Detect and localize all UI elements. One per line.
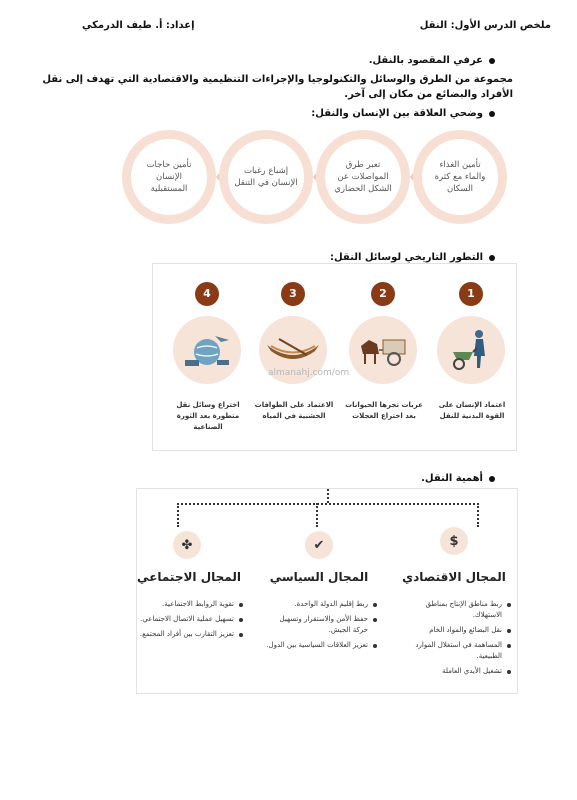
- chain-node-food-water: [413, 130, 507, 224]
- question-define-transport: [369, 55, 495, 66]
- chain-node-future-needs: [122, 130, 216, 224]
- list-item: المساهمة في استغلال الموارد الطبيعية.: [399, 640, 511, 662]
- history-stage-4: [167, 264, 249, 450]
- chain-text: تأمين حاجات الإنسان المستقبلية: [131, 139, 207, 215]
- connector-drop: [316, 503, 318, 527]
- chain-text: تأمين الغذاء والماء مع كثرة السكان: [422, 139, 498, 215]
- history-stage-3: [253, 264, 335, 450]
- stage-number: 2: [371, 282, 395, 306]
- list-item: حفظ الأمن والاستقرار وتسهيل حركة الجيش.: [265, 614, 377, 636]
- connector-line: [177, 503, 479, 505]
- chain-text: إشباع رغبات الإنسان في التنقل: [228, 139, 304, 215]
- field-list-political: [265, 599, 377, 655]
- stage-number: 1: [459, 282, 483, 306]
- field-list-social: [131, 599, 243, 644]
- field-list-economic: [399, 599, 511, 681]
- globe-transport-icon: [173, 316, 241, 384]
- people-network-icon: ✤: [173, 531, 201, 559]
- chain-node-desires: [219, 130, 313, 224]
- field-title-social: المجال الاجتماعي: [137, 570, 241, 584]
- question-label: وضحي العلاقة بين الإنسان والنقل:: [311, 108, 483, 119]
- importance-diagram: [136, 488, 518, 694]
- question-label: أهمية النقل.: [421, 473, 483, 484]
- list-item: تقوية الروابط الاجتماعية.: [131, 599, 243, 610]
- stage-caption: عربات تجرها الحيوانات بعد اختراع العجلات: [345, 401, 423, 420]
- list-item: تعزيز التقارب بين أفراد المجتمع.: [131, 629, 243, 640]
- stage-number: 4: [195, 282, 219, 306]
- list-item: تعزيز العلاقات السياسية بين الدول.: [265, 640, 377, 651]
- author-credit: إعداد: أ. طيف الدرمكي: [82, 20, 195, 31]
- bullet-dot: [489, 255, 495, 261]
- stage-number: 3: [281, 282, 305, 306]
- porter-wheelbarrow-icon: [437, 316, 505, 384]
- definition-answer: مجموعة من الطرق والوسائل والتكنولوجيا والإجراءات التنظيمية والاقتصادية التي تهدف إلى نقل الأفراد والبضائع من مكان إلى آخر.: [42, 74, 513, 100]
- list-item: نقل البضائع والمواد الخام: [399, 625, 511, 636]
- question-label: عرفي المقصود بالنقل.: [368, 55, 483, 66]
- connector-drop: [177, 503, 179, 527]
- chain-node-civilization: [316, 130, 410, 224]
- horse-cart-icon: [349, 316, 417, 384]
- list-item: تسهيل عملية الاتصال الاجتماعي.: [131, 614, 243, 625]
- question-label: التطور التاريخي لوسائل النقل:: [329, 252, 483, 263]
- stage-caption: اعتماد الإنسان على القوة البدنية للنقل: [438, 401, 506, 420]
- relationship-chain: [122, 130, 507, 224]
- connector-drop: [477, 503, 479, 527]
- list-item: ربط مناطق الإنتاج بمناطق الاستهلاك.: [399, 599, 511, 621]
- dollar-icon: $: [440, 527, 468, 555]
- bullet-dot: [489, 111, 495, 117]
- history-stage-2: [343, 264, 425, 450]
- connector-stem: [327, 489, 329, 503]
- list-item: ربط إقليم الدولة الواحدة.: [265, 599, 377, 610]
- list-item: تشغيل الأيدي العاملة: [399, 666, 511, 677]
- watermark-text: almanahj.com/om: [268, 368, 350, 378]
- document-shield-icon: ✔: [305, 531, 333, 559]
- field-title-economic: المجال الاقتصادي: [402, 570, 506, 584]
- stage-caption: اختراع وسائل نقل متطورة بعد الثورة الصناعية: [176, 401, 240, 431]
- bullet-dot: [489, 58, 495, 64]
- lesson-title: ملخص الدرس الأول: النقل: [419, 20, 551, 31]
- history-stage-1: [431, 264, 513, 450]
- stage-caption: الاعتماد على الطوافات الخشبية في المياه: [254, 401, 334, 420]
- question-history: [330, 252, 495, 263]
- question-human-relationship: [311, 108, 495, 119]
- question-importance: [421, 473, 495, 484]
- bullet-dot: [489, 476, 495, 482]
- field-title-political: المجال السياسي: [269, 570, 369, 584]
- history-timeline: [152, 263, 517, 451]
- chain-text: تعبر طرق المواصلات عن الشكل الحضاري: [325, 139, 401, 215]
